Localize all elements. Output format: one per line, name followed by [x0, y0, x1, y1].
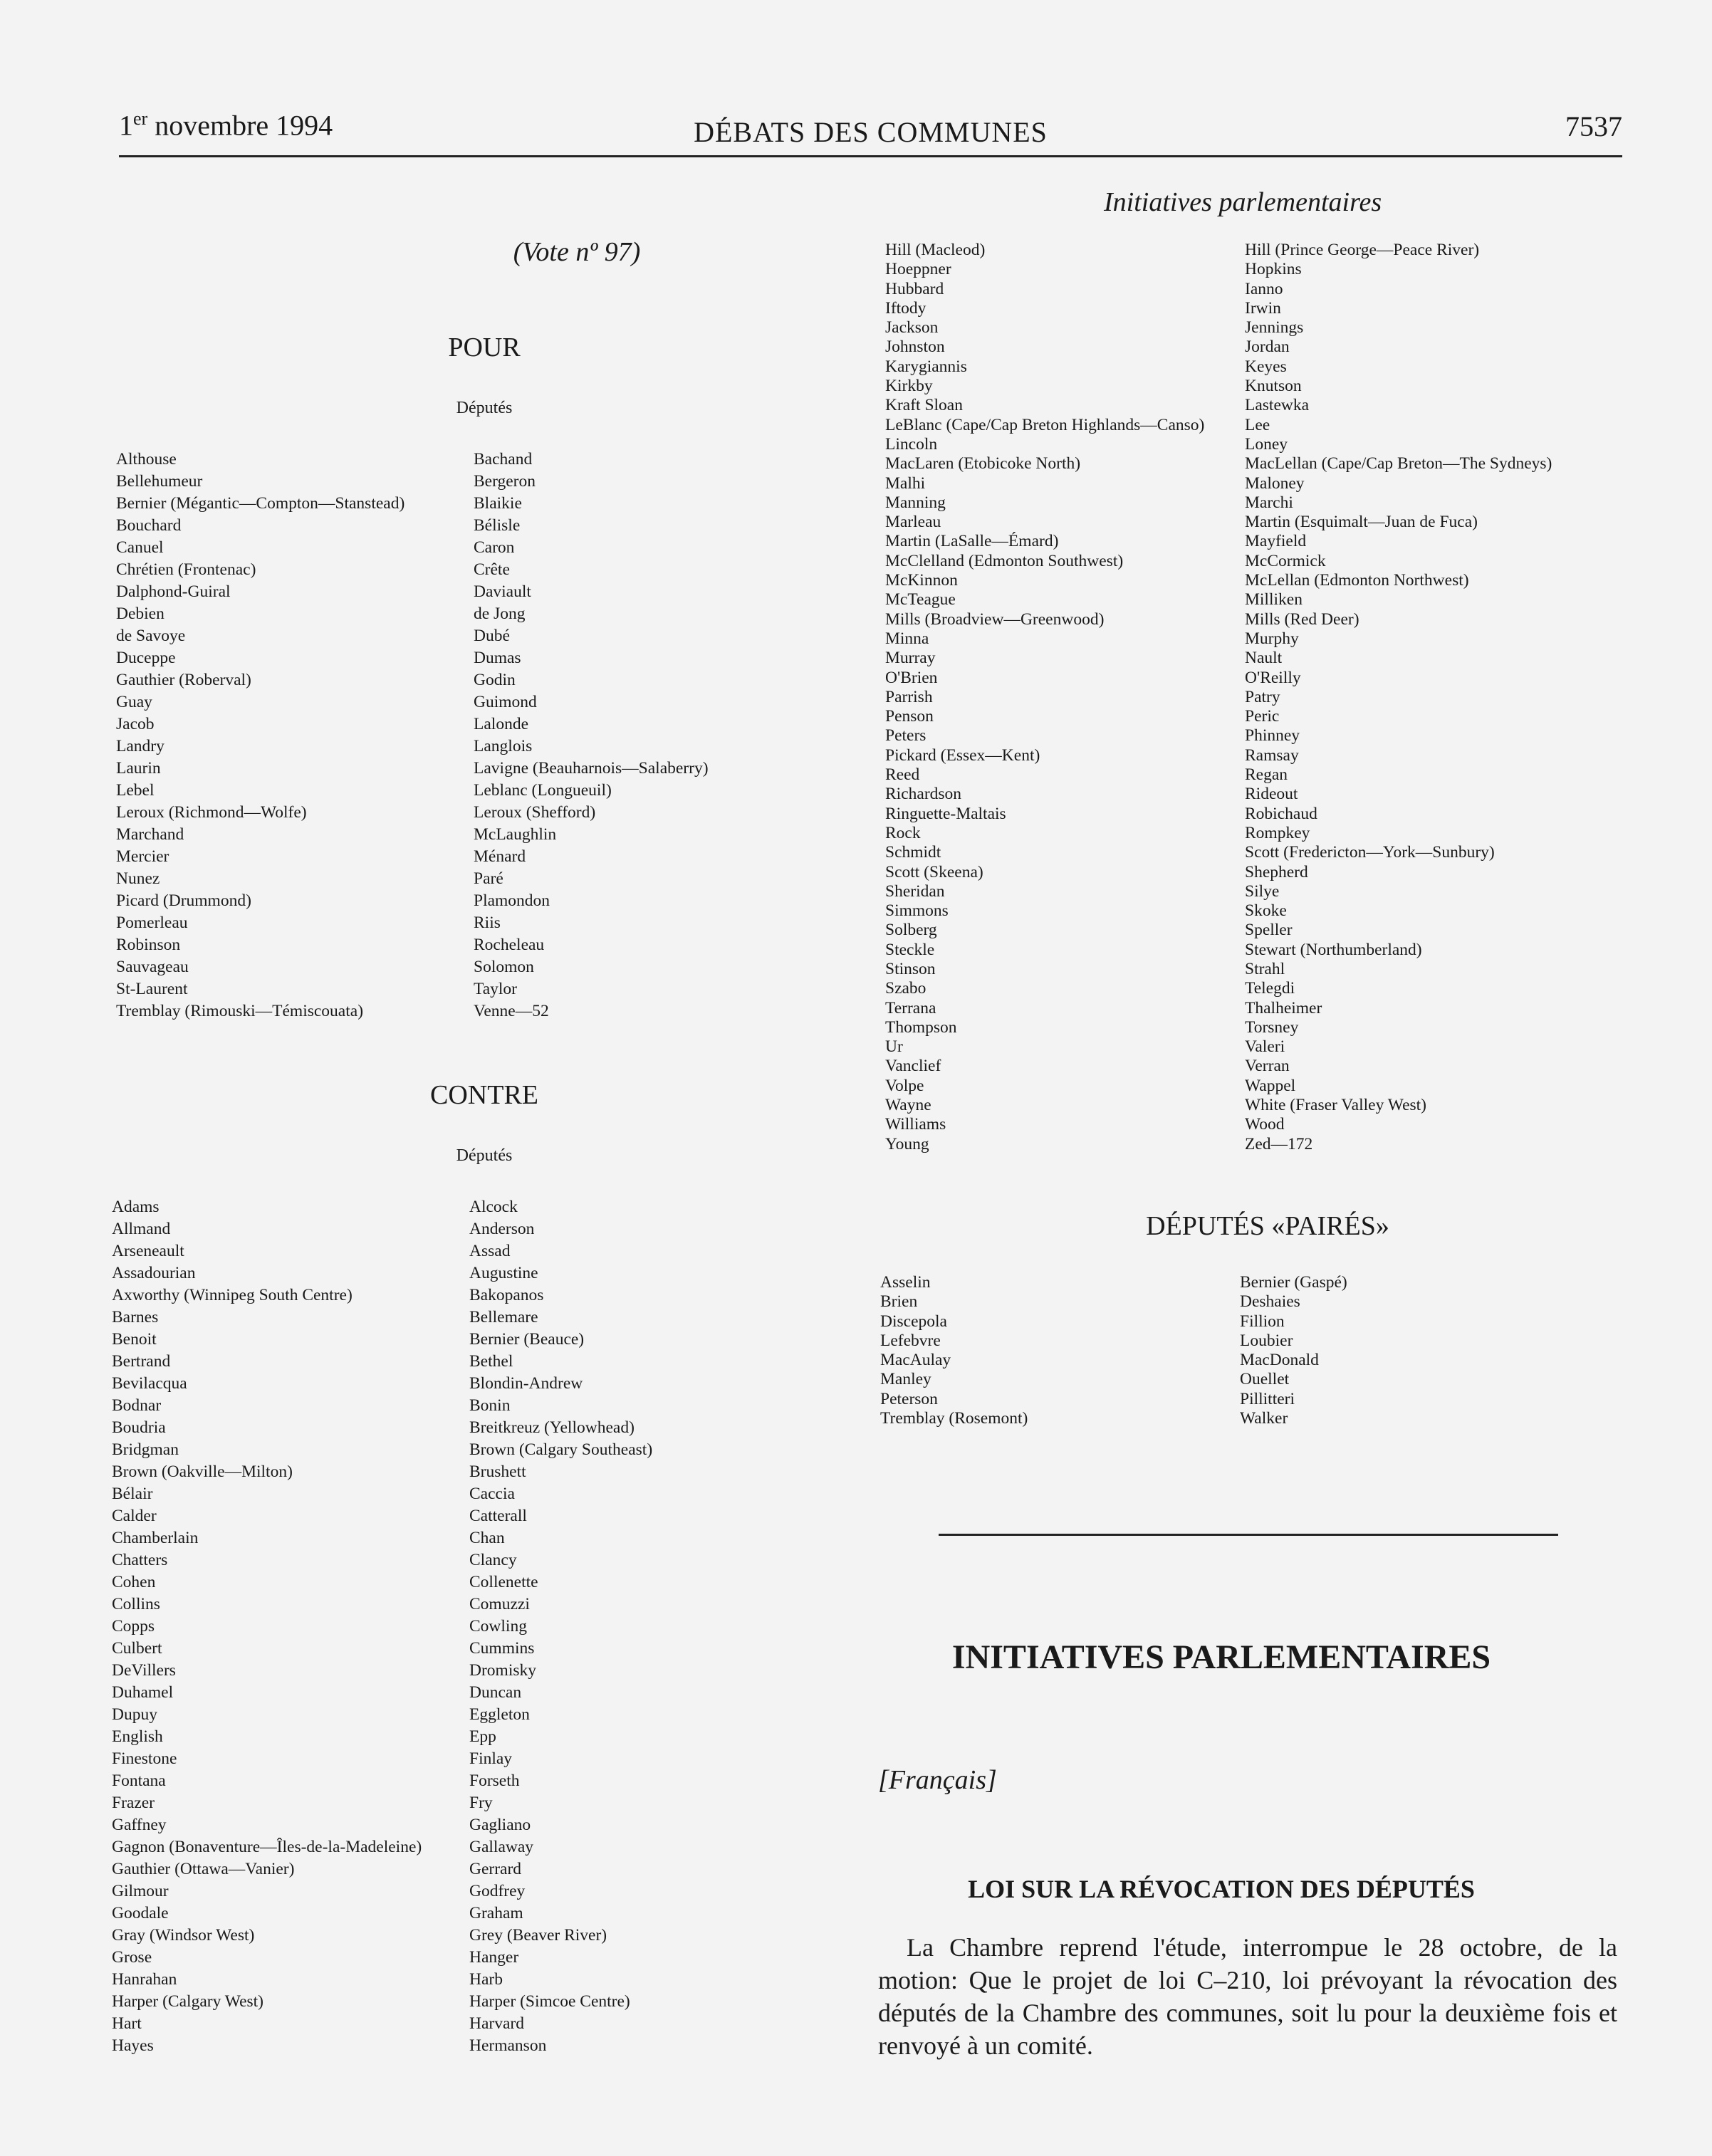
- member-name: Murray: [885, 649, 936, 668]
- member-name: Fillion: [1240, 1312, 1285, 1331]
- member-name: Chrétien (Frontenac): [116, 560, 256, 579]
- member-name: Godfrey: [469, 1882, 526, 1900]
- member-name: Bernier (Mégantic—Compton—Stanstead): [116, 494, 405, 513]
- member-name: Cohen: [112, 1573, 156, 1591]
- member-name: Picard (Drummond): [116, 891, 251, 910]
- member-name: MacAulay: [880, 1351, 951, 1370]
- member-name: Jackson: [885, 318, 939, 337]
- member-name: Harb: [469, 1970, 503, 1989]
- member-name: Ur: [885, 1037, 903, 1057]
- member-name: Mercier: [116, 847, 169, 866]
- member-name: Kraft Sloan: [885, 396, 963, 415]
- page-number: 7537: [1565, 110, 1622, 142]
- member-name: Dupuy: [112, 1705, 157, 1724]
- member-name: Forseth: [469, 1772, 520, 1790]
- member-name: Skoke: [1245, 901, 1287, 921]
- member-name: Caron: [474, 538, 515, 557]
- member-name: Venne—52: [474, 1002, 549, 1020]
- member-name: Collenette: [469, 1573, 538, 1591]
- member-name: Comuzzi: [469, 1595, 530, 1613]
- member-name: Valeri: [1245, 1037, 1285, 1057]
- member-name: Landry: [116, 737, 165, 755]
- member-name: Godin: [474, 671, 516, 689]
- member-name: Gauthier (Roberval): [116, 671, 251, 689]
- member-name: Malhi: [885, 473, 926, 493]
- member-name: Daviault: [474, 582, 531, 601]
- member-name: Schmidt: [885, 843, 941, 862]
- page-header: [119, 108, 1622, 151]
- section-title: INITIATIVES PARLEMENTAIRES: [951, 1638, 1491, 1676]
- member-name: Robichaud: [1245, 804, 1317, 823]
- member-name: Hayes: [112, 2036, 154, 2055]
- member-name: Bélisle: [474, 516, 521, 535]
- member-name: Verran: [1245, 1057, 1290, 1076]
- contre-column-3: [885, 241, 1204, 1154]
- member-name: Wayne: [885, 1096, 931, 1115]
- member-name: Boudria: [112, 1418, 166, 1437]
- member-name: Bodnar: [112, 1396, 162, 1415]
- member-name: English: [112, 1727, 163, 1746]
- member-name: Barnes: [112, 1308, 159, 1326]
- member-name: Murphy: [1245, 629, 1299, 648]
- member-name: Marchand: [116, 825, 184, 844]
- member-name: Pillitteri: [1240, 1389, 1295, 1408]
- member-name: Mayfield: [1245, 532, 1307, 551]
- member-name: Gagliano: [469, 1816, 531, 1834]
- member-name: Leblanc (Longueuil): [474, 781, 612, 800]
- member-name: Bélair: [112, 1485, 153, 1503]
- member-name: Althouse: [116, 450, 177, 469]
- member-name: Ouellet: [1240, 1370, 1290, 1389]
- member-name: Clancy: [469, 1551, 517, 1569]
- pour-column-2: [474, 449, 709, 1022]
- member-name: Johnston: [885, 337, 945, 357]
- member-name: McClelland (Edmonton Southwest): [885, 551, 1124, 570]
- member-name: Guimond: [474, 693, 537, 711]
- member-name: Rock: [885, 823, 921, 842]
- member-name: Bellemare: [469, 1308, 538, 1326]
- member-name: Fry: [469, 1794, 493, 1812]
- member-name: Blondin-Andrew: [469, 1374, 583, 1393]
- member-name: White (Fraser Valley West): [1245, 1096, 1427, 1115]
- paired-column-1: [880, 1273, 1028, 1428]
- member-name: Bakopanos: [469, 1286, 544, 1304]
- member-name: Maloney: [1245, 473, 1305, 493]
- member-name: Solberg: [885, 921, 937, 940]
- member-name: LeBlanc (Cape/Cap Breton Highlands—Canso): [885, 415, 1205, 434]
- member-name: Torsney: [1245, 1017, 1299, 1037]
- member-name: Mills (Red Deer): [1245, 609, 1359, 629]
- member-name: Hopkins: [1245, 260, 1302, 279]
- member-name: Bachand: [474, 450, 533, 469]
- member-name: Gray (Windsor West): [112, 1926, 255, 1945]
- member-name: Gallaway: [469, 1838, 534, 1856]
- member-name: Jennings: [1245, 318, 1304, 337]
- member-name: Copps: [112, 1617, 155, 1636]
- member-name: Minna: [885, 629, 929, 648]
- member-name: MacLellan (Cape/Cap Breton—The Sydneys): [1245, 454, 1552, 473]
- member-name: Solomon: [474, 958, 534, 976]
- member-name: Telegdi: [1245, 979, 1295, 998]
- member-name: Rideout: [1245, 785, 1298, 804]
- member-name: Eggleton: [469, 1705, 530, 1724]
- member-name: Hermanson: [469, 2036, 547, 2055]
- member-name: Riis: [474, 914, 501, 932]
- member-name: Manning: [885, 493, 946, 512]
- member-name: O'Reilly: [1245, 668, 1301, 687]
- member-name: Discepola: [880, 1312, 947, 1331]
- member-name: Breitkreuz (Yellowhead): [469, 1418, 635, 1437]
- member-name: Tremblay (Rimouski—Témiscouata): [116, 1002, 364, 1020]
- member-name: Hanger: [469, 1948, 519, 1967]
- member-name: MacDonald: [1240, 1351, 1319, 1370]
- member-name: Bethel: [469, 1352, 513, 1371]
- member-name: Brushett: [469, 1462, 526, 1481]
- member-name: Lefebvre: [880, 1331, 941, 1350]
- member-name: Vanclief: [885, 1057, 941, 1076]
- member-name: Duncan: [469, 1683, 522, 1702]
- member-name: Williams: [885, 1115, 946, 1134]
- member-name: McKinnon: [885, 571, 958, 590]
- member-name: Hubbard: [885, 279, 944, 298]
- member-name: Langlois: [474, 737, 533, 755]
- contre-subheading: Députés: [456, 1146, 513, 1165]
- member-name: Catterall: [469, 1507, 527, 1525]
- member-name: Debien: [116, 605, 165, 623]
- member-name: Loubier: [1240, 1331, 1293, 1350]
- member-name: Irwin: [1245, 298, 1281, 318]
- member-name: McLellan (Edmonton Northwest): [1245, 571, 1469, 590]
- member-name: Volpe: [885, 1076, 924, 1095]
- member-name: Lee: [1245, 415, 1270, 434]
- member-name: Rocheleau: [474, 936, 545, 954]
- member-name: Rompkey: [1245, 823, 1310, 842]
- member-name: Chamberlain: [112, 1529, 199, 1547]
- member-name: Ménard: [474, 847, 526, 866]
- member-name: Calder: [112, 1507, 157, 1525]
- member-name: Ringuette-Maltais: [885, 804, 1006, 823]
- member-name: Lalonde: [474, 715, 528, 733]
- member-name: Adams: [112, 1198, 160, 1216]
- member-name: Bertrand: [112, 1352, 171, 1371]
- member-name: Thalheimer: [1245, 998, 1322, 1017]
- member-name: Brien: [880, 1292, 918, 1312]
- member-name: Hanrahan: [112, 1970, 177, 1989]
- member-name: Patry: [1245, 687, 1280, 706]
- member-name: Dumas: [474, 649, 521, 667]
- member-name: Assadourian: [112, 1264, 196, 1282]
- member-name: Ianno: [1245, 279, 1283, 298]
- member-name: Collins: [112, 1595, 160, 1613]
- running-title: Initiatives parlementaires: [1104, 187, 1382, 217]
- member-name: Bernier (Beauce): [469, 1330, 585, 1349]
- member-name: Anderson: [469, 1220, 535, 1238]
- member-name: Scott (Skeena): [885, 862, 983, 881]
- member-name: Ramsay: [1245, 745, 1299, 765]
- member-name: Mills (Broadview—Greenwood): [885, 609, 1105, 629]
- member-name: MacLaren (Etobicoke North): [885, 454, 1081, 473]
- member-name: Terrana: [885, 998, 936, 1017]
- member-name: Lincoln: [885, 434, 938, 454]
- member-name: Deshaies: [1240, 1292, 1300, 1312]
- motion-paragraph: La Chambre reprend l'étude, interrompue le 28 octobre, de la motion: Que le projet de loi C–210, loi prévoyant la révocation des députés de la Chambre des communes, soit lu pour la deuxième fois et renvoyé à un comité.: [878, 1933, 1617, 2060]
- member-name: Canuel: [116, 538, 164, 557]
- member-name: Manley: [880, 1370, 931, 1389]
- member-name: Gauthier (Ottawa—Vanier): [112, 1860, 295, 1878]
- member-name: Bridgman: [112, 1440, 179, 1459]
- member-name: Reed: [885, 765, 920, 785]
- member-name: Dalphond-Guiral: [116, 582, 231, 601]
- member-name: Richardson: [885, 785, 962, 804]
- bill-title: LOI SUR LA RÉVOCATION DES DÉPUTÉS: [968, 1875, 1475, 1903]
- member-name: Epp: [469, 1727, 496, 1746]
- member-name: Szabo: [885, 979, 927, 998]
- member-name: Paré: [474, 869, 503, 888]
- member-name: Young: [885, 1134, 929, 1153]
- contre-column-1: [112, 1196, 422, 2057]
- member-name: Fontana: [112, 1772, 166, 1790]
- section-divider: [939, 1534, 1558, 1536]
- member-name: Bergeron: [474, 472, 536, 491]
- member-name: Hoeppner: [885, 260, 951, 279]
- contre-column-4: [1245, 241, 1552, 1154]
- member-name: Harvard: [469, 2014, 524, 2033]
- member-name: Leroux (Richmond—Wolfe): [116, 803, 307, 822]
- member-name: Harper (Calgary West): [112, 1992, 264, 2011]
- header-date: 1er novembre 1994: [119, 108, 333, 142]
- header-rule: [119, 155, 1622, 157]
- contre-column-2: [469, 1196, 652, 2057]
- member-name: Culbert: [112, 1639, 162, 1658]
- member-name: McCormick: [1245, 551, 1326, 570]
- member-name: Penson: [885, 707, 934, 726]
- member-name: Goodale: [112, 1904, 169, 1922]
- member-name: Alcock: [469, 1198, 518, 1216]
- member-name: Martin (Esquimalt—Juan de Fuca): [1245, 513, 1478, 532]
- member-name: Parrish: [885, 687, 933, 706]
- member-name: Bernier (Gaspé): [1240, 1273, 1347, 1292]
- member-name: Crête: [474, 560, 510, 579]
- member-name: St-Laurent: [116, 980, 188, 998]
- vote-label: (Vote nº 97): [513, 237, 641, 267]
- member-name: Bonin: [469, 1396, 511, 1415]
- member-name: Guay: [116, 693, 152, 711]
- member-name: Loney: [1245, 434, 1288, 454]
- member-name: Lebel: [116, 781, 155, 800]
- member-name: McLaughlin: [474, 825, 557, 844]
- member-name: Sheridan: [885, 881, 945, 901]
- member-name: Arseneault: [112, 1242, 184, 1260]
- member-name: Finlay: [469, 1749, 513, 1768]
- member-name: O'Brien: [885, 668, 938, 687]
- member-name: Silye: [1245, 881, 1280, 901]
- member-name: Brown (Oakville—Milton): [112, 1462, 293, 1481]
- member-name: Frazer: [112, 1794, 155, 1812]
- member-name: Caccia: [469, 1485, 515, 1503]
- member-name: Assad: [469, 1242, 511, 1260]
- member-name: Walker: [1240, 1409, 1288, 1428]
- member-name: Regan: [1245, 765, 1288, 785]
- member-name: Bellehumeur: [116, 472, 203, 491]
- member-name: Scott (Fredericton—York—Sunbury): [1245, 843, 1495, 862]
- member-name: Cowling: [469, 1617, 527, 1636]
- member-name: Augustine: [469, 1264, 538, 1282]
- member-name: Steckle: [885, 940, 935, 959]
- member-name: Gagnon (Bonaventure—Îles-de-la-Madeleine): [112, 1838, 422, 1856]
- member-name: Wood: [1245, 1115, 1285, 1134]
- member-name: Phinney: [1245, 726, 1300, 745]
- member-name: Gaffney: [112, 1816, 167, 1834]
- member-name: Bouchard: [116, 516, 182, 535]
- member-name: Peters: [885, 726, 927, 745]
- member-name: Graham: [469, 1904, 523, 1922]
- member-name: Pomerleau: [116, 914, 188, 932]
- language-marker: [Français]: [878, 1765, 997, 1795]
- member-name: Blaikie: [474, 494, 522, 513]
- member-name: Jordan: [1245, 337, 1290, 357]
- member-name: Asselin: [880, 1273, 931, 1292]
- member-name: Duhamel: [112, 1683, 174, 1702]
- member-name: Hill (Macleod): [885, 241, 986, 259]
- member-name: Thompson: [885, 1017, 957, 1037]
- member-name: Harper (Simcoe Centre): [469, 1992, 630, 2011]
- member-name: Strahl: [1245, 959, 1285, 978]
- member-name: Wappel: [1245, 1076, 1296, 1095]
- member-name: Karygiannis: [885, 357, 967, 376]
- member-name: Milliken: [1245, 590, 1303, 609]
- member-name: Jacob: [116, 715, 155, 733]
- member-name: Stewart (Northumberland): [1245, 940, 1422, 959]
- member-name: Hart: [112, 2014, 142, 2033]
- member-name: Laurin: [116, 759, 161, 778]
- member-name: Peric: [1245, 707, 1280, 726]
- member-name: Leroux (Shefford): [474, 803, 596, 822]
- member-name: Bevilacqua: [112, 1374, 187, 1393]
- member-name: Lastewka: [1245, 396, 1310, 415]
- member-name: DeVillers: [112, 1661, 176, 1680]
- member-name: Shepherd: [1245, 862, 1308, 881]
- member-name: Duceppe: [116, 649, 176, 667]
- member-name: Finestone: [112, 1749, 177, 1768]
- member-name: Martin (LaSalle—Émard): [885, 532, 1059, 551]
- member-name: Speller: [1245, 921, 1293, 940]
- member-name: Knutson: [1245, 377, 1302, 396]
- member-name: Allmand: [112, 1220, 171, 1238]
- member-name: Axworthy (Winnipeg South Centre): [112, 1286, 353, 1304]
- member-name: Nunez: [116, 869, 160, 888]
- member-name: de Jong: [474, 605, 526, 623]
- member-name: Gilmour: [112, 1882, 169, 1900]
- member-name: de Savoye: [116, 627, 186, 645]
- member-name: Robinson: [116, 936, 181, 954]
- member-name: Marleau: [885, 513, 941, 532]
- member-name: Marchi: [1245, 493, 1293, 512]
- header-title: DÉBATS DES COMMUNES: [694, 116, 1048, 148]
- member-name: Grey (Beaver River): [469, 1926, 607, 1945]
- member-name: Nault: [1245, 649, 1283, 668]
- paired-heading: DÉPUTÉS «PAIRÉS»: [1146, 1211, 1389, 1241]
- member-name: Cummins: [469, 1639, 535, 1658]
- member-name: Brown (Calgary Southeast): [469, 1440, 653, 1459]
- member-name: Keyes: [1245, 357, 1287, 376]
- member-name: Peterson: [880, 1389, 938, 1408]
- member-name: Gerrard: [469, 1860, 522, 1878]
- member-name: McTeague: [885, 590, 956, 609]
- member-name: Dubé: [474, 627, 510, 645]
- member-name: Kirkby: [885, 377, 933, 396]
- member-name: Plamondon: [474, 891, 550, 910]
- member-name: Zed—172: [1245, 1134, 1313, 1153]
- member-name: Chan: [469, 1529, 505, 1547]
- member-name: Taylor: [474, 980, 517, 998]
- contre-heading: CONTRE: [430, 1080, 538, 1110]
- member-name: Stinson: [885, 959, 936, 978]
- pour-heading: POUR: [448, 333, 521, 362]
- member-name: Chatters: [112, 1551, 168, 1569]
- paired-column-2: [1240, 1273, 1347, 1428]
- pour-column-1: [116, 449, 404, 1022]
- member-name: Benoit: [112, 1330, 157, 1349]
- member-name: Tremblay (Rosemont): [880, 1409, 1028, 1428]
- pour-subheading: Députés: [456, 399, 513, 417]
- member-name: Dromisky: [469, 1661, 536, 1680]
- member-name: Sauvageau: [116, 958, 189, 976]
- member-name: Lavigne (Beauharnois—Salaberry): [474, 759, 709, 778]
- member-name: Hill (Prince George—Peace River): [1245, 241, 1480, 259]
- member-name: Simmons: [885, 901, 949, 921]
- member-name: Grose: [112, 1948, 152, 1967]
- member-name: Pickard (Essex—Kent): [885, 745, 1040, 765]
- member-name: Iftody: [885, 298, 927, 318]
